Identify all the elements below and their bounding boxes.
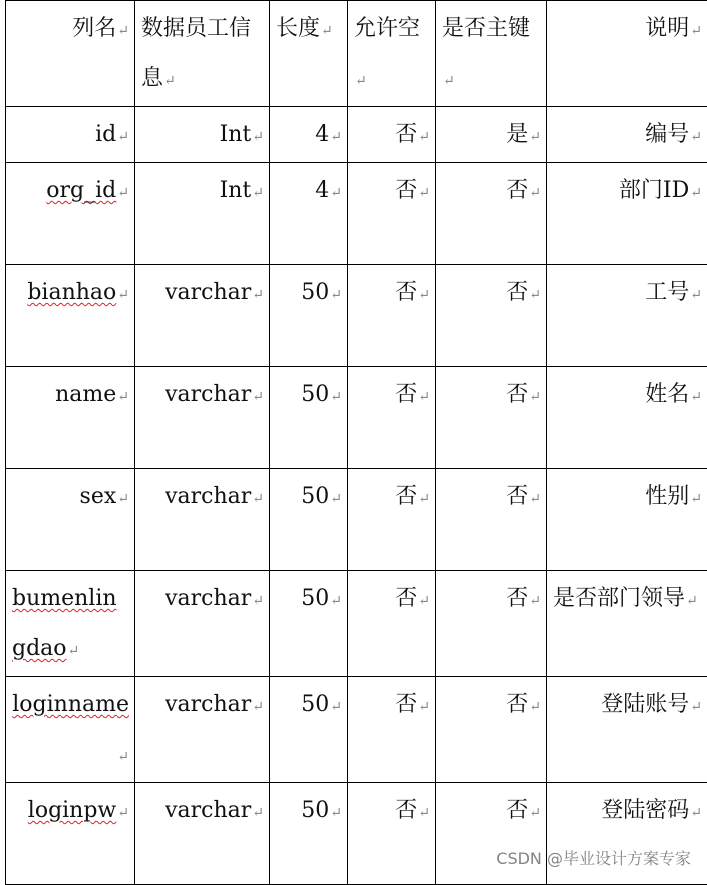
cell-length: 50↵ <box>270 571 348 677</box>
cell-length: 4↵ <box>270 163 348 265</box>
cell-nullable: 否↵ <box>348 783 436 885</box>
header-column-name: 列名↵ <box>6 1 135 107</box>
cell-name: name↵ <box>6 367 135 469</box>
cell-nullable: 否↵ <box>348 163 436 265</box>
cell-length: 50↵ <box>270 783 348 885</box>
cell-length: 50↵ <box>270 265 348 367</box>
header-data-info: 数据员工信息↵ <box>135 1 270 107</box>
watermark: CSDN @毕业设计方案专家 <box>496 846 691 869</box>
cell-length: 50↵ <box>270 367 348 469</box>
header-primary-key: 是否主键↵ <box>436 1 547 107</box>
table-row <box>6 265 707 367</box>
cell-type: varchar↵ <box>135 367 270 469</box>
cell-description: 登陆密码↵ <box>547 783 707 885</box>
cell-primary-key: 否↵ <box>436 469 547 571</box>
cell-nullable: 否↵ <box>348 469 436 571</box>
table-row <box>6 367 707 469</box>
cell-primary-key: 否↵ <box>436 367 547 469</box>
cell-description: 姓名↵ <box>547 367 707 469</box>
cell-name: bumenlingdao↵ <box>6 571 135 677</box>
cell-type: varchar↵ <box>135 265 270 367</box>
cell-length: 50↵ <box>270 469 348 571</box>
cell-description: 性别↵ <box>547 469 707 571</box>
cell-nullable: 否↵ <box>348 265 436 367</box>
table-row <box>6 107 707 163</box>
cell-description: 编号↵ <box>547 107 707 163</box>
cell-name: bianhao↵ <box>6 265 135 367</box>
table-row <box>6 163 707 265</box>
cell-type: varchar↵ <box>135 469 270 571</box>
cell-description: 部门ID↵ <box>547 163 707 265</box>
cell-nullable: 否↵ <box>348 367 436 469</box>
header-description: 说明↵ <box>547 1 707 107</box>
cell-description: 工号↵ <box>547 265 707 367</box>
cell-primary-key: 是↵ <box>436 107 547 163</box>
cell-type: varchar↵ <box>135 783 270 885</box>
cell-name: sex↵ <box>6 469 135 571</box>
cell-primary-key: 否↵ <box>436 783 547 885</box>
cell-type: varchar↵ <box>135 571 270 677</box>
cell-description: 是否部门领导↵ <box>547 571 707 677</box>
cell-nullable: 否↵ <box>348 107 436 163</box>
cell-description: 登陆账号↵ <box>547 677 707 783</box>
cell-type: Int↵ <box>135 163 270 265</box>
header-nullable: 允许空↵ <box>348 1 436 107</box>
cell-name: org_id↵ <box>6 163 135 265</box>
table-row <box>6 677 707 783</box>
table-row <box>6 783 707 885</box>
cell-name: id↵ <box>6 107 135 163</box>
cell-primary-key: 否↵ <box>436 571 547 677</box>
table-row <box>6 469 707 571</box>
header-length: 长度↵ <box>270 1 348 107</box>
cell-length: 50↵ <box>270 677 348 783</box>
cell-nullable: 否↵ <box>348 571 436 677</box>
cell-name: loginpw↵ <box>6 783 135 885</box>
cell-type: Int↵ <box>135 107 270 163</box>
cell-primary-key: 否↵ <box>436 265 547 367</box>
cell-primary-key: 否↵ <box>436 677 547 783</box>
employee-data-table <box>5 0 707 885</box>
cell-length: 4↵ <box>270 107 348 163</box>
cell-primary-key: 否↵ <box>436 163 547 265</box>
cell-nullable: 否↵ <box>348 677 436 783</box>
table-row <box>6 571 707 677</box>
cell-type: varchar↵ <box>135 677 270 783</box>
table-header-row <box>6 1 707 107</box>
cell-name: loginname↵ <box>6 677 135 783</box>
